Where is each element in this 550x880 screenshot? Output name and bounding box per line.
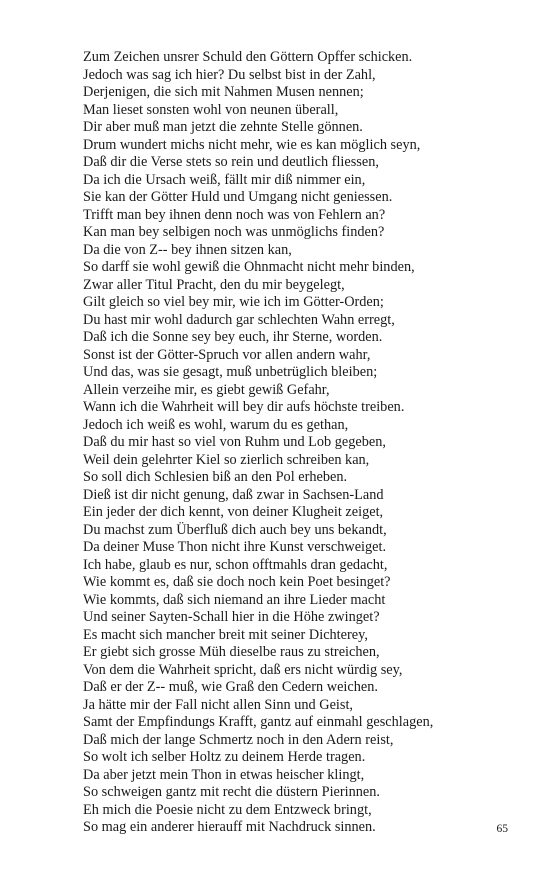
poem-line: Du hast mir wohl dadurch gar schlechten Wahn erregt, xyxy=(83,311,395,328)
poem-line: Daß er der Z-- muß, wie Graß den Cedern weichen. xyxy=(83,679,378,695)
poem-line: Wie kommt es, daß sie doch noch kein Poet besinget? xyxy=(83,574,391,590)
poem-line: Ja hätte mir der Fall nicht allen Sinn und Geist, xyxy=(83,696,354,713)
poem-line: Und das, was sie gesagt, muß unbetrüglich bleiben; xyxy=(83,364,378,380)
poem-line: Drum wundert michs nicht mehr, wie es kan möglich seyn, xyxy=(83,136,421,153)
poem-line: Er giebt sich grosse Müh dieselbe raus zu streichen, xyxy=(83,644,380,660)
poem-line: Daß du mir hast so viel von Ruhm und Lob gegeben, xyxy=(83,434,386,450)
poem-line: Daß dir die Verse stets so rein und deutlich fliessen, xyxy=(83,154,379,170)
poem-line: Da deiner Muse Thon nicht ihre Kunst verschweiget. xyxy=(83,539,387,555)
poem-line: Allein verzeihe mir, es giebt gewiß Gefahr, xyxy=(83,381,330,398)
poem-line: Zum Zeichen unsrer Schuld den Göttern Opffer schicken. xyxy=(83,49,413,65)
poem-line: Jedoch ich weiß es wohl, warum du es gethan, xyxy=(83,416,349,433)
poem-line: Da die von Z-- bey ihnen sitzen kan, xyxy=(83,241,292,258)
poem-line: So darff sie wohl gewiß die Ohnmacht nicht mehr binden, xyxy=(83,259,415,275)
poem-line: Es macht sich mancher breit mit seiner Dichterey, xyxy=(83,626,368,643)
poem-line: Da ich die Ursach weiß, fällt mir diß nimmer ein, xyxy=(83,171,366,188)
poem-line: Sonst ist der Götter-Spruch vor allen andern wahr, xyxy=(83,346,371,363)
poem-line: Ich habe, glaub es nur, schon offtmahls dran gedacht, xyxy=(83,556,388,573)
poem-line: Du machst zum Überfluß dich auch bey uns bekandt, xyxy=(83,521,387,538)
poem-line: Daß ich die Sonne sey bey euch, ihr Sterne, worden. xyxy=(83,329,383,345)
poem-line: So mag ein anderer hierauff mit Nachdruck sinnen. xyxy=(83,819,376,835)
poem-line: Eh mich die Poesie nicht zu dem Entzweck bringt, xyxy=(83,801,372,818)
poem-line: Wie kommts, daß sich niemand an ihre Lieder macht xyxy=(83,591,386,608)
poem-line: Kan man bey selbigen noch was unmöglichs finden? xyxy=(83,224,385,240)
poem-line: Gilt gleich so viel bey mir, wie ich im Götter-Orden; xyxy=(83,294,384,310)
poem-line: Da aber jetzt mein Thon in etwas heischer klingt, xyxy=(83,766,365,783)
poem-line: So wolt ich selber Holtz zu deinem Herde tragen. xyxy=(83,749,366,765)
page-number: 65 xyxy=(496,823,508,835)
poem-line: So soll dich Schlesien biß an den Pol erheben. xyxy=(83,469,348,485)
poem-line: Und seiner Sayten-Schall hier in die Höhe zwinget? xyxy=(83,609,380,625)
poem-line: Samt der Empfindungs Krafft, gantz auf einmahl geschlagen, xyxy=(83,714,434,730)
poem-line: Trifft man bey ihnen denn noch was von Fehlern an? xyxy=(83,206,386,223)
poem-line: Weil dein gelehrter Kiel so zierlich schreiben kan, xyxy=(83,451,370,468)
poem-line: Man lieset sonsten wohl von neunen überall, xyxy=(83,101,339,118)
poem-line: Von dem die Wahrheit spricht, daß ers nicht würdig sey, xyxy=(83,661,403,678)
poem-line: Dir aber muß man jetzt die zehnte Stelle gönnen. xyxy=(83,119,363,135)
poem-line: Derjenigen, die sich mit Nahmen Musen nennen; xyxy=(83,84,364,100)
poem-line: Sie kan der Götter Huld und Umgang nicht geniessen. xyxy=(83,189,393,205)
poem-line: Zwar aller Titul Pracht, den du mir beygelegt, xyxy=(83,276,345,293)
poem-text xyxy=(83,49,523,837)
poem-line: Daß mich der lange Schmertz noch in den Adern reist, xyxy=(83,731,394,748)
poem-line: Wann ich die Wahrheit will bey dir aufs höchste treiben. xyxy=(83,399,405,415)
poem-line: Jedoch was sag ich hier? Du selbst bist in der Zahl, xyxy=(83,66,376,83)
poem-line: Ein jeder der dich kennt, von deiner Klugheit zeiget, xyxy=(83,504,384,520)
poem-line: So schweigen gantz mit recht die düstern Pierinnen. xyxy=(83,784,380,800)
poem-line: Dieß ist dir nicht genung, daß zwar in Sachsen-Land xyxy=(83,486,384,503)
